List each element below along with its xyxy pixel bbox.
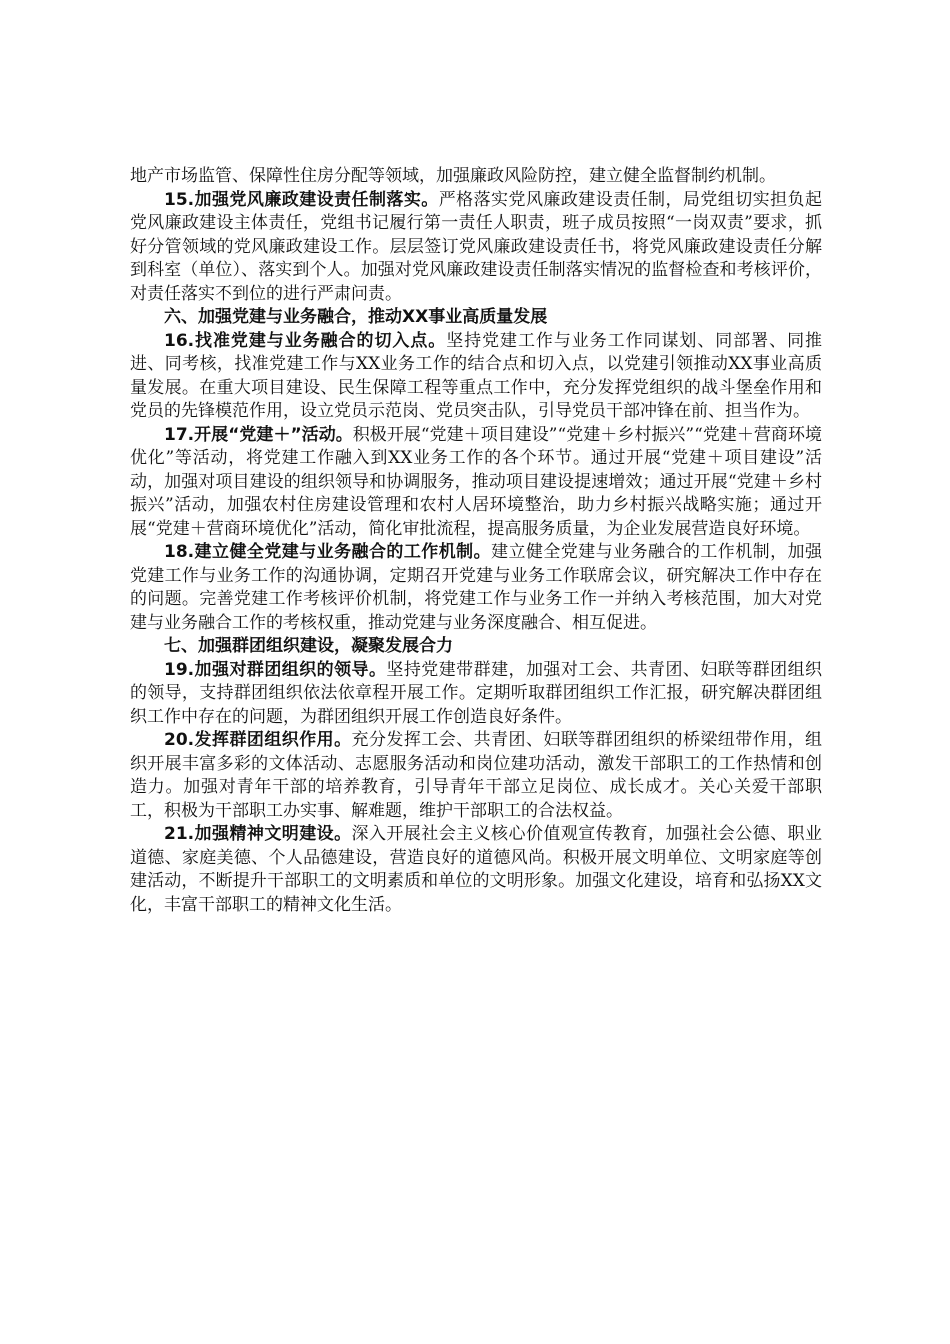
- paragraph-body: 严格落实党风廉政建设责任制，局党组切实担负起党风廉政建设主体责任，党组书记履行第一责任人职责，班子成员按照“一岗双责”要求，抓好分管领域的党风廉政建设工作。层层签订党风廉政建设责任书，将党风廉政建设责任分解到科室（单位）、落实到个人。加强对党风廉政建设责任制落实情况的监督检查和考核评价，对责任落实不到位的进行严肃问责。: [130, 189, 822, 304]
- paragraph-15: [130, 189, 822, 307]
- document-page: [130, 165, 822, 917]
- paragraph-lead: 19.加强对群团组织的领导。: [164, 659, 387, 680]
- paragraph-lead: 20.发挥群团组织作用。: [164, 730, 352, 750]
- paragraph-body: 深入开展社会主义核心价值观宣传教育，加强社会公德、职业道德、家庭美德、个人品德建设，营造良好的道德风尚。积极开展文明单位、文明家庭等创建活动，不断提升干部职工的文明素质和单位的文明形象。加强文化建设，培育和弘扬XX文化，丰富干部职工的精神文化生活。: [130, 824, 822, 915]
- paragraph-lead: 18.建立健全党建与业务融合的工作机制。: [164, 542, 492, 562]
- paragraph-19: [130, 659, 822, 730]
- paragraph-17: [130, 424, 822, 542]
- paragraph-body: 地产市场监管、保障性住房分配等领域，加强廉政风险防控，建立健全监督制约机制。: [130, 166, 776, 186]
- paragraph-18: [130, 541, 822, 635]
- paragraph-lead: 15.加强党风廉政建设责任制落实。: [164, 189, 439, 210]
- paragraph-16: [130, 330, 822, 424]
- paragraph-21: [130, 823, 822, 917]
- paragraph-lead: 16.找准党建与业务融合的切入点。: [164, 330, 447, 351]
- paragraph-body: 坚持党建工作与业务工作同谋划、同部署、同推进、同考核，找准党建工作与XX业务工作的结合点和切入点，以党建引领推动XX事业高质量发展。在重大项目建设、民生保障工程等重点工作中，充分发挥党组织的战斗堡垒作用和党员的先锋模范作用，设立党员示范岗、党员突击队，引导党员干部冲锋在前、担当作为。: [130, 330, 823, 421]
- section-heading-7: 七、加强群团组织建设，凝聚发展合力: [164, 636, 453, 656]
- paragraph-continued: [130, 165, 822, 189]
- section-heading-6: 六、加强党建与业务融合，推动XX事业高质量发展: [164, 307, 548, 327]
- paragraph-body: 坚持党建带群建，加强对工会、共青团、妇联等群团组织的领导，支持群团组织依法依章程开展工作。定期听取群团组织工作汇报，研究解决群团组织工作中存在的问题，为群团组织开展工作创造良好条件。: [130, 659, 823, 727]
- paragraph-lead: 21.加强精神文明建设。: [164, 824, 352, 844]
- paragraph-body: 积极开展“党建＋项目建设”“党建＋乡村振兴”“党建＋营商环境优化”等活动，将党建工作融入到XX业务工作的各个环节。通过开展“党建＋项目建设”活动，加强对项目建设的组织领导和协调服务，推动项目建设提速增效；通过开展“党建＋乡村振兴”活动，加强农村住房建设管理和农村人居环境整治，助力乡村振兴战略实施；通过开展“党建＋营商环境优化”活动，简化审批流程，提高服务质量，为企业发展营造良好环境。: [130, 424, 822, 539]
- paragraph-body: 充分发挥工会、共青团、妇联等群团组织的桥梁纽带作用，组织开展丰富多彩的文体活动、志愿服务活动和岗位建功活动，激发干部职工的工作热情和创造力。加强对青年干部的培养教育，引导青年干部立足岗位、成长成才。关心关爱干部职工，积极为干部职工办实事、解难题，维护干部职工的合法权益。: [130, 730, 822, 821]
- paragraph-20: [130, 729, 822, 823]
- paragraph-lead: 17.开展“党建＋”活动。: [164, 424, 353, 445]
- paragraph-body: 建立健全党建与业务融合的工作机制，加强党建工作与业务工作的沟通协调，定期召开党建与业务工作联席会议，研究解决工作中存在的问题。完善党建工作考核评价机制，将党建工作与业务工作一并纳入考核范围，加大对党建与业务融合工作的考核权重，推动党建与业务深度融合、相互促进。: [130, 542, 822, 633]
